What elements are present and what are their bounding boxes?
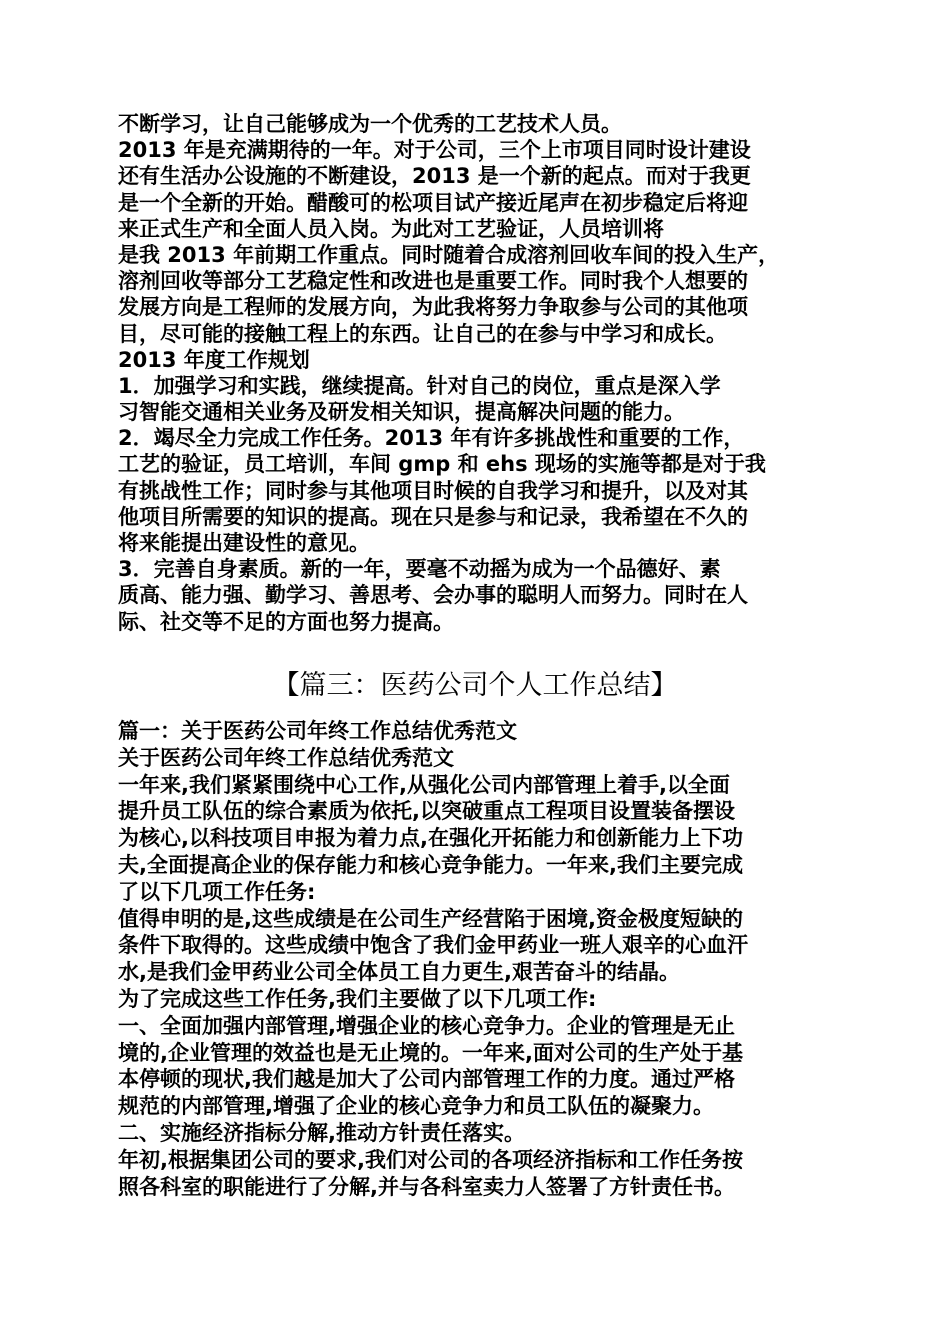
paragraph-line: 值得申明的是,这些成绩是在公司生产经营陷于困境,资金极度短缺的 xyxy=(118,906,743,931)
subheading-line: 关于医药公司年终工作总结优秀范文 xyxy=(118,745,454,770)
paragraph-line: 有挑战性工作；同时参与其他项目时候的自我学习和提升，以及对其 xyxy=(118,478,748,503)
subheading-line: 2013 年度工作规划 xyxy=(118,347,310,372)
section-heading: 【篇三：医药公司个人工作总结】 xyxy=(272,670,678,701)
paragraph-line: 境的,企业管理的效益也是无止境的。一年来,面对公司的生产处于基 xyxy=(118,1040,743,1065)
paragraph-line: 是我 2013 年前期工作重点。同时随着合成溶剂回收车间的投入生产， xyxy=(118,242,780,267)
paragraph-line: 3．完善自身素质。新的一年，要毫不动摇为成为一个品德好、素 xyxy=(118,557,721,582)
paragraph-line: 为了完成这些工作任务,我们主要做了以下几项工作: xyxy=(118,986,597,1011)
paragraph-line: 年初,根据集团公司的要求,我们对公司的各项经济指标和工作任务按 xyxy=(118,1147,743,1172)
paragraph-line: 一年来,我们紧紧围绕中心工作,从强化公司内部管理上着手,以全面 xyxy=(118,772,730,797)
paragraph-line: 2013 年是充满期待的一年。对于公司，三个上市项目同时设计建设 xyxy=(118,138,751,163)
paragraph-line: 2．竭尽全力完成工作任务。2013 年有许多挑战性和重要的工作， xyxy=(118,426,745,451)
paragraph-line: 一、全面加强内部管理,增强企业的核心竞争力。企业的管理是无止 xyxy=(118,1013,735,1038)
paragraph-line: 来正式生产和全面人员入岗。为此对工艺验证，人员培训将 xyxy=(118,216,664,241)
paragraph-line: 条件下取得的。这些成绩中饱含了我们金甲药业一班人艰辛的心血汗 xyxy=(118,933,748,958)
paragraph-line: 是一个全新的开始。醋酸可的松项目试产接近尾声在初步稳定后将迎 xyxy=(118,190,748,215)
section-work-plan xyxy=(118,111,848,635)
paragraph-line: 习智能交通相关业务及研发相关知识，提高解决问题的能力。 xyxy=(118,400,685,425)
paragraph-line: 不断学习，让自己能够成为一个优秀的工艺技术人员。 xyxy=(118,112,622,136)
paragraph-line: 发展方向是工程师的发展方向，为此我将努力争取参与公司的其他项 xyxy=(118,295,748,320)
paragraph-line: 际、社交等不足的方面也努力提高。 xyxy=(118,609,454,634)
paragraph-line: 质高、能力强、勤学习、善思考、会办事的聪明人而努力。同时在人 xyxy=(118,583,748,608)
paragraph-line: 了以下几项工作任务: xyxy=(118,879,316,904)
paragraph-line: 1．加强学习和实践，继续提高。针对自己的岗位，重点是深入学 xyxy=(118,373,721,398)
paragraph-line: 为核心,以科技项目申报为着力点,在强化开拓能力和创新能力上下功 xyxy=(118,826,743,851)
paragraph-line: 将来能提出建设性的意见。 xyxy=(118,531,370,555)
paragraph-line: 目，尽可能的接触工程上的东西。让自己的在参与中学习和成长。 xyxy=(118,321,727,346)
paragraph-line: 还有生活办公设施的不断建设，2013 是一个新的起点。而对于我更 xyxy=(118,164,751,189)
paragraph-line: 二、实施经济指标分解,推动方针责任落实。 xyxy=(118,1120,525,1145)
paragraph-line: 溶剂回收等部分工艺稳定性和改进也是重要工作。同时我个人想要的 xyxy=(118,269,748,294)
section-year-end-summary xyxy=(118,718,848,1200)
paragraph-line: 提升员工队伍的综合素质为依托,以突破重点工程项目设置装备摆设 xyxy=(118,799,735,824)
paragraph-line: 工艺的验证，员工培训，车间 gmp 和 ehs 现场的实施等都是对于我 xyxy=(118,452,766,477)
paragraph-line: 他项目所需要的知识的提高。现在只是参与和记录，我希望在不久的 xyxy=(118,504,748,529)
paragraph-line: 夫,全面提高企业的保存能力和核心竞争能力。一年来,我们主要完成 xyxy=(118,852,743,877)
paragraph-line: 本停顿的现状,我们越是加大了公司内部管理工作的力度。通过严格 xyxy=(118,1067,735,1092)
paragraph-line: 照各科室的职能进行了分解,并与各科室卖力人签署了方针责任书。 xyxy=(118,1174,735,1199)
subheading-line: 篇一：关于医药公司年终工作总结优秀范文 xyxy=(118,719,517,743)
paragraph-line: 规范的内部管理,增强了企业的核心竞争力和员工队伍的凝聚力。 xyxy=(118,1094,714,1119)
paragraph-line: 水,是我们金甲药业公司全体员工自力更生,艰苦奋斗的结晶。 xyxy=(118,960,680,985)
